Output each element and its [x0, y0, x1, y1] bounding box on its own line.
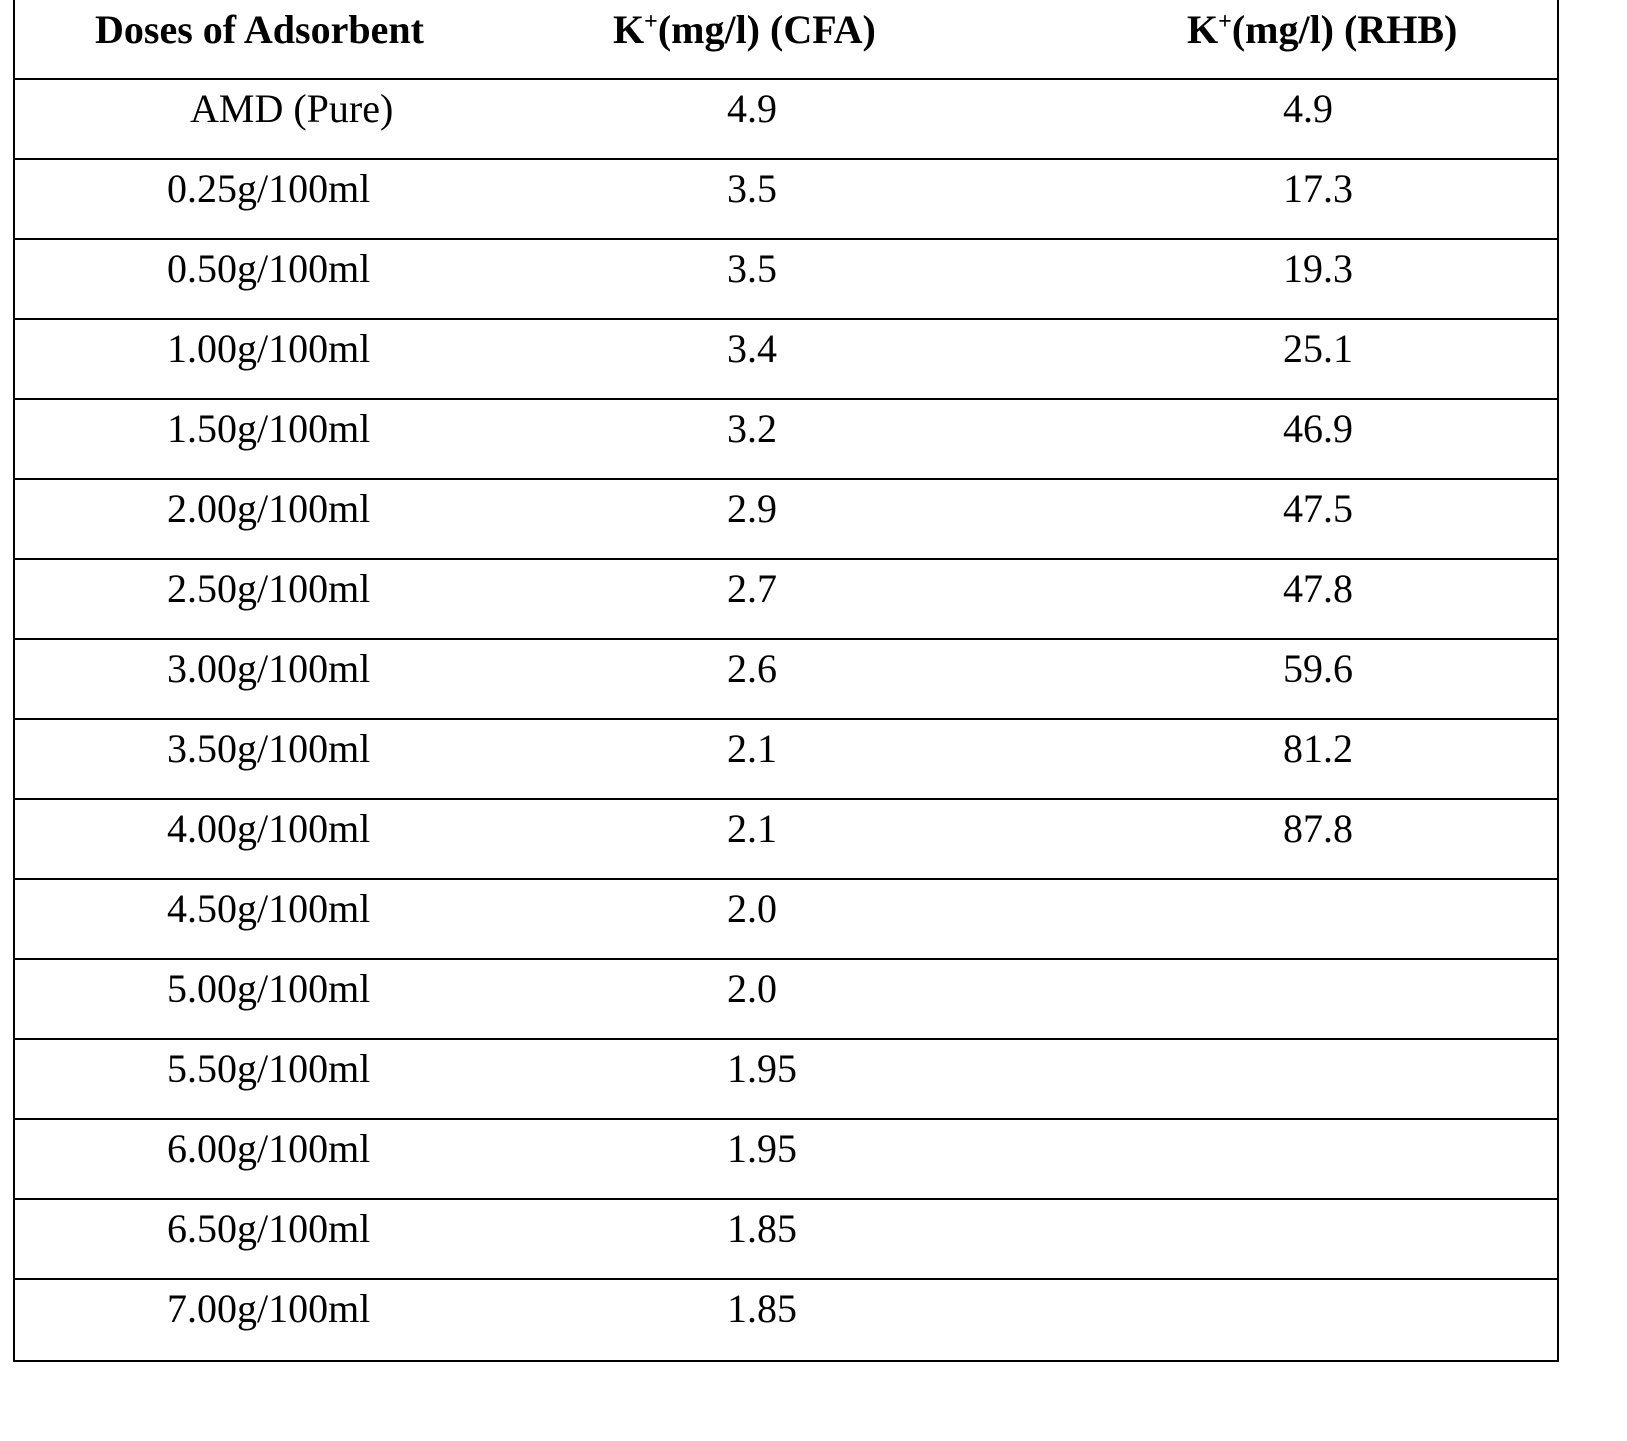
header-k-rhb-superscript: +: [1218, 9, 1232, 35]
cell-k-cfa: 3.5: [727, 166, 777, 211]
cell-dose: 6.50g/100ml: [167, 1206, 371, 1251]
cell-k-rhb: 59.6: [1283, 646, 1353, 691]
cell-k-cfa: 4.9: [727, 86, 777, 131]
cell-dose: 3.50g/100ml: [167, 726, 371, 771]
table-row: [15, 1200, 1557, 1280]
cell-dose: 2.50g/100ml: [167, 566, 371, 611]
cell-k-rhb: 47.8: [1283, 566, 1353, 611]
cell-dose: 1.00g/100ml: [167, 326, 371, 371]
cell-k-cfa: 1.95: [727, 1126, 797, 1171]
cell-k-cfa: 2.6: [727, 646, 777, 691]
table-row: [15, 1040, 1557, 1120]
cell-dose: 7.00g/100ml: [167, 1286, 371, 1331]
cell-k-cfa: 2.1: [727, 726, 777, 771]
cell-k-rhb: 87.8: [1283, 806, 1353, 851]
cell-k-rhb: 4.9: [1283, 86, 1333, 131]
cell-k-rhb: 81.2: [1283, 726, 1353, 771]
data-table: [13, 0, 1559, 1362]
cell-k-cfa: 2.0: [727, 886, 777, 931]
cell-k-rhb: 47.5: [1283, 486, 1353, 531]
cell-dose: 0.50g/100ml: [167, 246, 371, 291]
cell-k-cfa: 3.5: [727, 246, 777, 291]
table-row: [15, 880, 1557, 960]
cell-k-rhb: 19.3: [1283, 246, 1353, 291]
cell-k-cfa: 2.9: [727, 486, 777, 531]
header-k-rhb: [1187, 0, 1457, 60]
table-header-row: [15, 0, 1557, 80]
header-k-cfa-symbol: K: [613, 7, 645, 52]
cell-k-rhb: 46.9: [1283, 406, 1353, 451]
cell-dose: 5.50g/100ml: [167, 1046, 371, 1091]
cell-k-cfa: 2.7: [727, 566, 777, 611]
cell-k-cfa: 3.4: [727, 326, 777, 371]
cell-k-cfa: 1.85: [727, 1286, 797, 1331]
table-row: [15, 1280, 1557, 1360]
table-row: [15, 560, 1557, 640]
cell-dose: 2.00g/100ml: [167, 486, 371, 531]
header-k-cfa: [613, 0, 876, 60]
cell-k-cfa: 2.1: [727, 806, 777, 851]
header-k-rhb-label: (mg/l) (RHB): [1231, 7, 1458, 52]
header-k-cfa-label: (mg/l) (CFA): [657, 7, 876, 52]
cell-k-cfa: 1.85: [727, 1206, 797, 1251]
cell-k-rhb: 25.1: [1283, 326, 1353, 371]
table-row: [15, 800, 1557, 880]
cell-dose: 5.00g/100ml: [167, 966, 371, 1011]
table-row: [15, 320, 1557, 400]
cell-dose: 3.00g/100ml: [167, 646, 371, 691]
table-row: [15, 960, 1557, 1040]
header-doses: Doses of Adsorbent: [95, 7, 424, 52]
table-row: [15, 720, 1557, 800]
cell-k-rhb: 17.3: [1283, 166, 1353, 211]
table-row: [15, 80, 1557, 160]
cell-dose: 4.00g/100ml: [167, 806, 371, 851]
table-row: [15, 400, 1557, 480]
cell-dose: AMD (Pure): [190, 86, 394, 131]
cell-dose: 6.00g/100ml: [167, 1126, 371, 1171]
header-k-cfa-superscript: +: [644, 9, 658, 35]
table-row: [15, 1120, 1557, 1200]
cell-dose: 0.25g/100ml: [167, 166, 371, 211]
table-row: [15, 160, 1557, 240]
table-row: [15, 640, 1557, 720]
header-k-rhb-symbol: K: [1187, 7, 1219, 52]
table-row: [15, 240, 1557, 320]
cell-dose: 4.50g/100ml: [167, 886, 371, 931]
table-row: [15, 480, 1557, 560]
cell-dose: 1.50g/100ml: [167, 406, 371, 451]
cell-k-cfa: 2.0: [727, 966, 777, 1011]
cell-k-cfa: 3.2: [727, 406, 777, 451]
cell-k-cfa: 1.95: [727, 1046, 797, 1091]
